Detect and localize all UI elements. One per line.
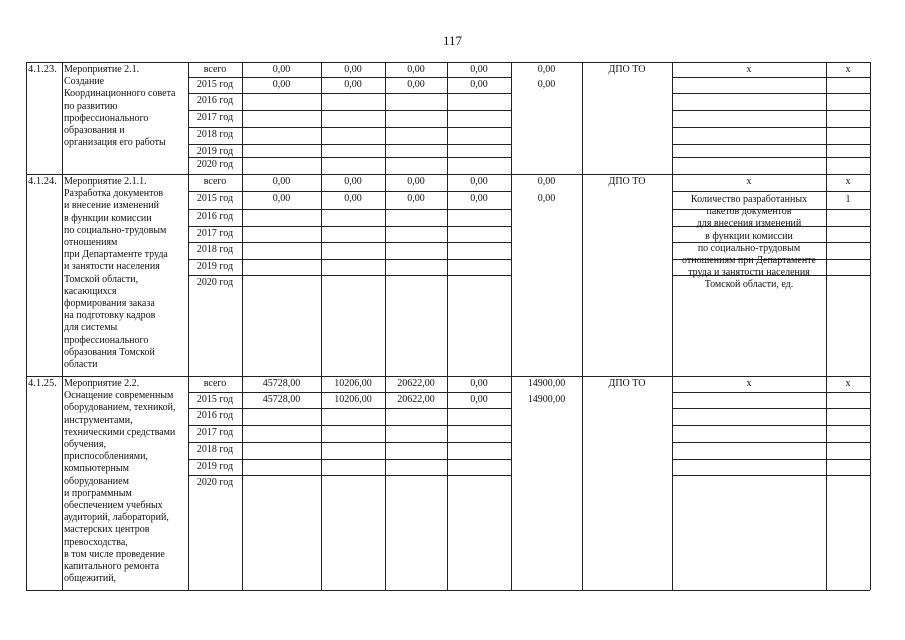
value-2015: 0,00: [470, 193, 488, 204]
measure-name-line: касающихся: [64, 285, 117, 297]
value-total: 0,00: [470, 176, 488, 187]
value-total: 0,00: [470, 64, 488, 75]
indicator-line: труда и занятости населения: [688, 267, 810, 279]
value-total: 0,00: [407, 64, 425, 75]
indicator-value: 1: [845, 194, 851, 205]
indicator-rule: [672, 157, 870, 158]
measure-name-line: инструментами,: [64, 414, 133, 426]
indicator-rule: [672, 408, 870, 409]
page-number: 117: [442, 33, 463, 48]
column-rule: [826, 62, 827, 590]
year-rule: [188, 191, 511, 192]
value-total: 10206,00: [334, 378, 372, 389]
value-total: 45728,00: [262, 378, 301, 389]
year-label: 2020 год: [196, 477, 234, 488]
value-2015: 20622,00: [397, 394, 435, 405]
value-total: 0,00: [470, 378, 488, 389]
value-2015: 0,00: [470, 394, 488, 405]
column-rule: [870, 62, 871, 590]
value-2015: 0,00: [344, 79, 362, 90]
year-rule: [188, 127, 511, 128]
measure-name-line: и программным: [64, 487, 132, 499]
indicator-line: отношениям при Департаменте: [682, 255, 816, 266]
value-2015: 0,00: [272, 79, 291, 90]
value-2015: 0,00: [344, 193, 362, 204]
measure-name-line: общежитий,: [64, 573, 117, 585]
indicator-x: х: [746, 176, 752, 187]
indicator-rule: [672, 77, 870, 78]
measure-name-line: превосходства,: [64, 536, 128, 548]
measure-name-line: Мероприятие 2.1.: [64, 64, 140, 75]
value-2015: 0,00: [407, 193, 425, 204]
year-label: 2017 год: [196, 228, 234, 239]
value-total: 0,00: [344, 176, 362, 187]
indicator-rule: [672, 475, 870, 476]
year-rule: [188, 209, 511, 210]
measure-name-line: на подготовку кадров: [64, 310, 156, 322]
column-rule: [321, 62, 322, 590]
column-rule: [672, 62, 673, 590]
year-rule: [188, 459, 511, 460]
indicator-rule: [672, 110, 870, 111]
measure-name-line: профессионального: [64, 334, 149, 346]
column-rule: [385, 62, 386, 590]
year-label: 2016 год: [196, 211, 234, 222]
indicator-line: по социально-трудовым: [697, 242, 801, 254]
value-2015: 0,00: [272, 193, 291, 204]
measure-name-line: компьютерным: [64, 463, 129, 475]
measure-name-line: в функции комиссии: [64, 212, 152, 224]
measure-name-line: оборудованием, техникой,: [64, 402, 176, 414]
year-rule: [188, 408, 511, 409]
year-label: 2018 год: [196, 129, 234, 140]
indicator-rule: [672, 425, 870, 426]
column-rule: [62, 62, 63, 590]
indicator-line: в функции комиссии: [705, 230, 793, 242]
measure-name-line: по социально-трудовым: [64, 224, 167, 236]
row-rule: [26, 62, 870, 63]
measure-name-line: Мероприятие 2.1.1.: [64, 176, 147, 187]
measure-name-line: Разработка документов: [64, 188, 164, 200]
measure-name-line: приспособлениями,: [64, 451, 148, 463]
year-label: 2016 год: [196, 410, 234, 421]
year-label: всего: [203, 378, 227, 389]
value-total: 14900,00: [527, 378, 566, 389]
column-rule: [511, 62, 512, 590]
measure-name-line: Координационного совета: [64, 88, 176, 100]
year-rule: [188, 110, 511, 111]
value-2015: 10206,00: [334, 394, 372, 405]
measure-name-line: и внесение изменений: [64, 200, 160, 212]
measure-name-line: обучения,: [64, 439, 106, 450]
measure-name-line: обеспечением учебных: [64, 500, 163, 511]
indicator-rule: [672, 191, 870, 192]
indicator-line: Количество разработанных: [690, 194, 808, 205]
measure-name-line: капитального ремонта: [64, 561, 160, 572]
year-label: 2015 год: [196, 394, 234, 405]
year-label: 2019 год: [196, 146, 234, 157]
measure-name-line: для системы: [64, 322, 118, 334]
indicator-rule: [672, 127, 870, 128]
row-rule: [26, 376, 870, 377]
measure-name-line: образования Томской: [64, 346, 155, 358]
year-label: 2019 год: [196, 461, 234, 472]
row-rule: [26, 174, 870, 175]
year-rule: [188, 226, 511, 227]
indicator-rule: [672, 93, 870, 94]
value-2015: 0,00: [470, 79, 488, 90]
value-total: 0,00: [537, 64, 556, 75]
year-label: 2018 год: [196, 444, 234, 455]
value-2015: 0,00: [407, 79, 425, 90]
measure-name-line: области: [64, 359, 98, 370]
year-label: 2020 год: [196, 277, 234, 288]
executor: ДПО ТО: [608, 378, 646, 389]
year-label: всего: [203, 64, 227, 75]
year-label: 2015 год: [196, 79, 234, 90]
indicator-line: для внесения изменений: [696, 218, 802, 230]
measure-name-line: профессионального: [64, 112, 149, 124]
value-total: 0,00: [272, 64, 291, 75]
measure-name-line: Оснащение современным: [64, 390, 174, 402]
indicator-rule: [672, 459, 870, 460]
year-rule: [188, 425, 511, 426]
measure-name-line: и занятости населения: [64, 261, 160, 273]
row-index: 4.1.24.: [28, 176, 57, 187]
value-2015: 14900,00: [527, 394, 566, 405]
measure-name-line: образования и: [64, 125, 125, 136]
column-rule: [188, 62, 189, 590]
measure-name-line: аудиторий, лабораторий,: [64, 512, 169, 524]
measure-name-line: в том числе проведение: [64, 548, 165, 560]
value-x: х: [845, 64, 851, 75]
year-rule: [188, 275, 511, 276]
indicator-rule: [672, 442, 870, 443]
value-total: 0,00: [537, 176, 556, 187]
measure-name-line: формирования заказа: [64, 298, 155, 309]
value-x: х: [845, 378, 851, 389]
year-rule: [188, 77, 511, 78]
year-rule: [188, 144, 511, 145]
column-rule: [447, 62, 448, 590]
indicator-rule: [672, 392, 870, 393]
indicator-line: пакетов документов: [706, 206, 792, 218]
row-index: 4.1.25.: [28, 378, 57, 389]
year-rule: [188, 442, 511, 443]
measure-name-line: отношениям: [64, 237, 118, 248]
year-label: 2019 год: [196, 261, 234, 272]
year-rule: [188, 242, 511, 243]
table-bottom-rule: [26, 590, 870, 591]
value-2015: 0,00: [537, 193, 556, 204]
value-total: 20622,00: [397, 378, 435, 389]
value-2015: 45728,00: [262, 394, 301, 405]
measure-name-line: техническими средствами: [64, 426, 176, 438]
column-rule: [582, 62, 583, 590]
value-total: 0,00: [407, 176, 425, 187]
year-label: 2020 год: [196, 159, 234, 170]
measure-name-line: Создание: [64, 76, 105, 88]
value-total: 0,00: [272, 176, 291, 187]
indicator-x: х: [746, 64, 752, 75]
measure-name-line: Томской области,: [64, 273, 139, 285]
indicator-rule: [672, 144, 870, 145]
executor: ДПО ТО: [608, 64, 646, 75]
column-rule: [26, 62, 27, 590]
value-2015: 0,00: [537, 79, 556, 90]
measure-name-line: Мероприятие 2.2.: [64, 378, 140, 389]
column-rule: [242, 62, 243, 590]
year-rule: [188, 475, 511, 476]
year-label: 2016 год: [196, 95, 234, 106]
year-label: 2018 год: [196, 244, 234, 255]
executor: ДПО ТО: [608, 176, 646, 187]
value-total: 0,00: [344, 64, 362, 75]
measure-name-line: мастерских центров: [64, 524, 150, 536]
year-label: 2015 год: [196, 193, 234, 204]
year-label: 2017 год: [196, 112, 234, 123]
measure-name-line: оборудованием: [64, 475, 129, 487]
indicator-line: Томской области, ед.: [704, 279, 794, 291]
year-rule: [188, 259, 511, 260]
indicator-x: х: [746, 378, 752, 389]
measure-name-line: по развитию: [64, 100, 118, 112]
row-index: 4.1.23.: [28, 64, 57, 75]
year-rule: [188, 93, 511, 94]
measure-name-line: организация его работы: [64, 137, 166, 149]
year-label: всего: [203, 176, 227, 187]
year-label: 2017 год: [196, 427, 234, 438]
measure-name-line: при Департаменте труда: [64, 249, 168, 261]
year-rule: [188, 392, 511, 393]
value-x: х: [845, 176, 851, 187]
